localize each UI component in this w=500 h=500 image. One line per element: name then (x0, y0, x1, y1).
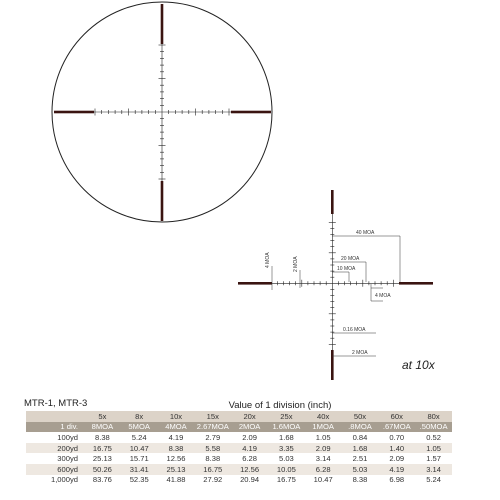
value-cell: 0.70 (378, 432, 415, 443)
moa-per-division-row (26, 422, 452, 433)
magnification-header: 20x (231, 411, 268, 422)
value-cell: 83.76 (84, 475, 121, 486)
value-cell: 31.41 (121, 464, 158, 475)
value-cell: 15.71 (121, 453, 158, 464)
value-cell: 5.24 (121, 432, 158, 443)
value-cell: 1.68 (268, 432, 305, 443)
value-cell: 12.56 (158, 453, 195, 464)
value-cell: 5.58 (194, 443, 231, 454)
magnification-header: 50x (342, 411, 379, 422)
value-cell: 0.52 (415, 432, 452, 443)
moa-per-division: .67MOA (378, 422, 415, 433)
magnification-header-row (26, 411, 452, 422)
distance-cell: 100yd (26, 432, 84, 443)
moa-per-division: 1.6MOA (268, 422, 305, 433)
value-cell: 2.51 (342, 453, 379, 464)
value-cell: 2.09 (231, 432, 268, 443)
value-cell: 16.75 (194, 464, 231, 475)
table-body (26, 432, 452, 485)
value-cell: 10.47 (121, 443, 158, 454)
value-cell: 6.28 (231, 453, 268, 464)
value-cell: 5.03 (268, 453, 305, 464)
detail-post-bottom (331, 350, 334, 380)
value-cell: 10.47 (305, 475, 342, 486)
label-two-moa-post: 2 MOA (352, 350, 368, 356)
dimension-10-moa (332, 272, 349, 282)
magnification-header: 15x (194, 411, 231, 422)
division-value-table (26, 411, 452, 485)
label-two-moa: 2 MOA (293, 256, 299, 272)
label-ten-moa: 10 MOA (337, 266, 356, 272)
value-cell: 52.35 (121, 475, 158, 486)
label-four-moa-right: 4 MOA (375, 293, 391, 299)
value-cell: 8.38 (194, 453, 231, 464)
table-row (26, 443, 452, 454)
value-cell: 27.92 (194, 475, 231, 486)
magnification-header: 5x (84, 411, 121, 422)
detail-posts (238, 190, 433, 380)
distance-cell: 1,000yd (26, 475, 84, 486)
value-cell: 10.05 (268, 464, 305, 475)
value-cell: 1.05 (415, 443, 452, 454)
value-cell: 6.98 (378, 475, 415, 486)
label-four-moa-left: 4 MOA (265, 252, 271, 268)
value-cell: 12.56 (231, 464, 268, 475)
header-corner (26, 411, 84, 422)
distance-cell: 600yd (26, 464, 84, 475)
detail-crosshair (272, 214, 399, 350)
value-cell: 8.38 (158, 443, 195, 454)
table-row (26, 432, 452, 443)
label-forty-moa: 40 MOA (356, 230, 375, 236)
table-row (26, 464, 452, 475)
value-cell: 16.75 (84, 443, 121, 454)
value-cell: 4.19 (158, 432, 195, 443)
value-cell: 1.40 (378, 443, 415, 454)
value-cell: 4.19 (231, 443, 268, 454)
value-cell: 2.79 (194, 432, 231, 443)
magnification-header: 60x (378, 411, 415, 422)
label-sixteenth-moa: 0.16 MOA (343, 327, 366, 333)
detail-post-top (331, 190, 334, 214)
value-cell: 41.88 (158, 475, 195, 486)
value-cell: 16.75 (268, 475, 305, 486)
value-cell: 0.84 (342, 432, 379, 443)
value-cell: 1.05 (305, 432, 342, 443)
moa-per-division: 4MOA (158, 422, 195, 433)
value-cell: 25.13 (158, 464, 195, 475)
value-cell: 25.13 (84, 453, 121, 464)
table-row (26, 453, 452, 464)
value-cell: 50.26 (84, 464, 121, 475)
moa-per-division: 2.67MOA (194, 422, 231, 433)
value-cell: 1.57 (415, 453, 452, 464)
label-twenty-moa: 20 MOA (341, 256, 360, 262)
magnification-header: 10x (158, 411, 195, 422)
value-cell: 8.38 (84, 432, 121, 443)
value-cell: 6.28 (305, 464, 342, 475)
division-label: 1 div. (26, 422, 84, 433)
value-cell: 2.09 (378, 453, 415, 464)
value-cell: 3.14 (305, 453, 342, 464)
value-cell: 3.35 (268, 443, 305, 454)
table-product-name: MTR-1, MTR-3 (24, 398, 88, 409)
value-cell: 20.94 (231, 475, 268, 486)
value-cell: 8.38 (342, 475, 379, 486)
distance-cell: 200yd (26, 443, 84, 454)
magnification-header: 8x (121, 411, 158, 422)
detail-post-left (238, 282, 272, 285)
value-cell: 1.68 (342, 443, 379, 454)
value-cell: 5.03 (342, 464, 379, 475)
moa-per-division: 5MOA (121, 422, 158, 433)
moa-per-division: 1MOA (305, 422, 342, 433)
magnification-header: 40x (305, 411, 342, 422)
magnification-note: at 10x (402, 358, 435, 372)
detail-post-right (399, 282, 433, 285)
moa-per-division: .8MOA (342, 422, 379, 433)
value-cell: 3.14 (415, 464, 452, 475)
value-cell: 4.19 (378, 464, 415, 475)
detail-labels (265, 230, 391, 356)
moa-per-division: 8MOA (84, 422, 121, 433)
magnification-header: 25x (268, 411, 305, 422)
table-caption: Value of 1 division (inch) (228, 400, 332, 411)
value-cell: 5.24 (415, 475, 452, 486)
moa-per-division: 2MOA (231, 422, 268, 433)
table-row (26, 475, 452, 486)
moa-per-division: .50MOA (415, 422, 452, 433)
value-cell: 2.09 (305, 443, 342, 454)
magnification-header: 80x (415, 411, 452, 422)
distance-cell: 300yd (26, 453, 84, 464)
